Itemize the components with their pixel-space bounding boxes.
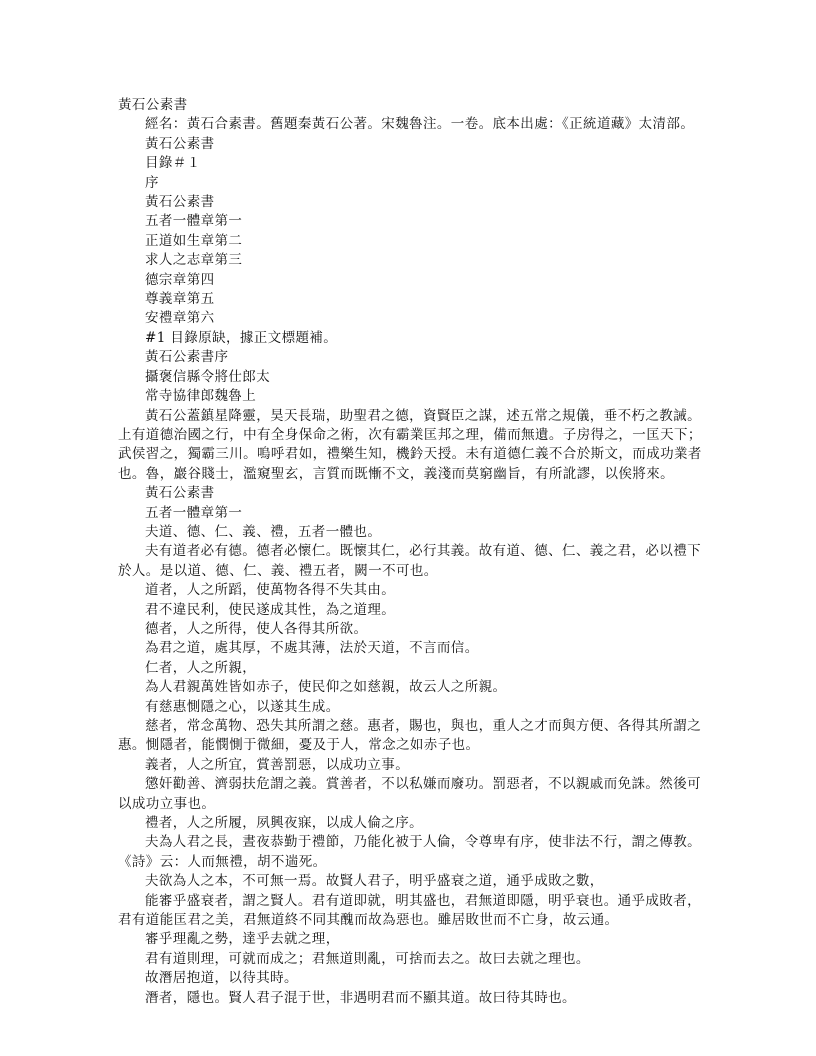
author-line-2: 常寺協律郎魏魯上 (145, 388, 257, 405)
paragraph: 慈者，常念萬物、恐失其所謂之慈。惠者，賜也，與也，重人之才而與方便、各得其所謂之惠。惻隱者，能憫惻于微細，憂及于人，常念之如赤子也。 (118, 718, 701, 754)
paragraph: 君不違民利，使民遂成其性，為之道理。 (145, 601, 396, 618)
paragraph: 審乎理亂之勢，達乎去就之理， (145, 931, 340, 948)
paragraph: 有慈惠惻隱之心，以遂其生成。 (145, 698, 340, 715)
toc-item-chapter-3: 求人之志章第三 (145, 252, 243, 269)
paragraph: 道者，人之所蹈，使萬物各得不失其由。 (145, 582, 396, 599)
toc-item-chapter-6: 安禮章第六 (145, 310, 215, 327)
paragraph: 潛者，隱也。賢人君子混于世，非遇明君而不顯其道。故曰待其時也。 (145, 989, 576, 1006)
chapter-heading: 五者一體章第一 (145, 504, 243, 521)
paragraph: 夫為人君之長，晝夜恭勤于禮節，乃能化被于人倫，令尊卑有序，使非法不行，謂之傳教。《詩》云：人而無禮，胡不遄死。 (118, 834, 701, 870)
toc-item-chapter-1: 五者一體章第一 (145, 213, 243, 230)
paragraph: 禮者，人之所履，夙興夜寐，以成人倫之序。 (145, 815, 423, 832)
document-page (118, 96, 704, 1008)
toc-item-book: 黃石公素書 (145, 194, 215, 211)
toc-footnote: #1 目錄原缺，據正文標題補。 (145, 329, 338, 346)
paragraph: 義者，人之所宜，賞善罰惡，以成功立事。 (145, 756, 410, 773)
paragraph: 故潛居抱道，以待其時。 (145, 970, 298, 987)
paragraph: 德者，人之所得，使人各得其所欲。 (145, 620, 368, 637)
paragraph: 為君之道，處其厚，不處其薄，法於天道，不言而信。 (145, 640, 479, 657)
toc-item-preface: 序 (145, 174, 159, 191)
book-title-repeat: 黃石公素書 (145, 485, 215, 502)
book-title: 黃石公素書 (145, 135, 215, 152)
paragraph: 懲奸勸善、濟弱扶危謂之義。賞善者，不以私嫌而廢功。罰惡者，不以親戚而免誅。然後可以成功立事也。 (118, 776, 701, 812)
paragraph: 夫有道者必有德。德者必懷仁。既懷其仁，必行其義。故有道、德、仁、義之君，必以禮下於人。是以道、德、仁、義、禮五者，闕一不可也。 (118, 543, 701, 579)
toc-heading: 目錄＃１ (145, 155, 201, 172)
toc-item-chapter-4: 德宗章第四 (145, 271, 215, 288)
paragraph: 為人君親萬姓皆如赤子，使民仰之如慈親，故云人之所親。 (145, 679, 507, 696)
source-note: 經名：黃石合素書。舊題秦黃石公著。宋魏魯注。一卷。底本出處：《正統道藏》太清部。 (145, 116, 695, 133)
preface-paragraph: 黃石公蓋鎮星降靈，昊天長瑞，助聖君之德，資賢臣之謀，述五常之規儀，垂不朽之教誡。上有道德治國之行，中有全身保命之術，次有霸業匡邦之理，備而無遺。子房得之，一匡天下；武侯習之，獨霸三川。嗚呼君如，禮樂生知，機鈐天授。未有道德仁義不合於斯文，而成功業者也。魯，巖谷賤士，濫窺聖玄，言質而既慚不文，義淺而莫窮幽旨，有所訛謬，以俟將來。 (118, 407, 702, 482)
paragraph: 夫道、德、仁、義、禮，五者一體也。 (145, 523, 382, 540)
toc-item-chapter-2: 正道如生章第二 (145, 232, 243, 249)
paragraph: 仁者，人之所親， (145, 659, 257, 676)
toc-item-chapter-5: 尊義章第五 (145, 291, 215, 308)
author-line-1: 攝褒信縣令將仕郎太 (145, 368, 271, 385)
document-title: 黃石公素書 (118, 97, 188, 113)
paragraph: 夫欲為人之本，不可無一焉。故賢人君子，明乎盛衰之道，通乎成敗之數， (145, 873, 604, 890)
paragraph: 君有道則理，可就而成之；君無道則亂，可捨而去之。故曰去就之理也。 (145, 950, 590, 967)
paragraph: 能審乎盛衰者，謂之賢人。君有道即就，明其盛也，君無道即隱，明乎衰也。通乎成敗者，君有道能匡君之美，君無道終不同其醜而故為惡也。雖居敗世而不亡身，故云通。 (118, 892, 701, 929)
preface-title: 黃石公素書序 (145, 349, 229, 366)
